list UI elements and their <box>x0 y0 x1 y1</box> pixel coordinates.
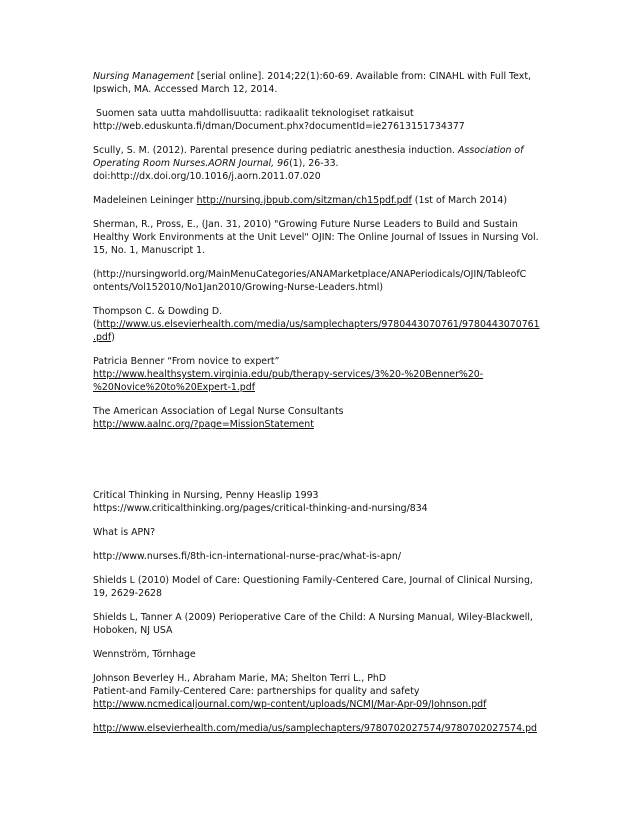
reference-scully <box>93 144 548 183</box>
reference-link[interactable]: http://www.healthsystem.virginia.edu/pub/therapy-services/3%20-%20Benner%20- <box>93 369 484 380</box>
reference-sherman <box>93 218 548 257</box>
reference-text: (1), 26-33. <box>289 158 339 169</box>
reference-nurses-fi <box>93 550 548 563</box>
reference-title: Suomen sata uutta mahdollisuutta: radikaalit teknologiset ratkaisut <box>96 108 414 119</box>
reference-doi: doi:http://dx.doi.org/10.1016/j.aorn.2011.07.020 <box>93 171 321 182</box>
reference-leininger <box>93 194 548 207</box>
reference-line: Johnson Beverley H., Abraham Marie, MA; Shelton Terri L., PhD <box>93 673 387 684</box>
reference-text: ( <box>93 319 97 330</box>
reference-text: Madeleinen Leininger <box>93 195 197 206</box>
reference-thompson <box>93 305 548 344</box>
reference-link[interactable]: http://www.aalnc.org/?page=MissionStatement <box>93 419 314 430</box>
document-page <box>93 70 548 746</box>
blank-space <box>93 442 548 489</box>
reference-url: http://web.eduskunta.fi/dman/Document.phx?documentId=ie27613151734377 <box>93 121 465 132</box>
reference-link[interactable]: %20Novice%20to%20Expert-1.pdf <box>93 382 255 393</box>
reference-johnson <box>93 672 548 711</box>
reference-line: Sherman, R., Pross, E., (Jan. 31, 2010) "Growing Future Nurse Leaders to Build and Sustain <box>93 219 518 230</box>
reference-line: 19, 2629-2628 <box>93 588 162 599</box>
reference-line: Shields L, Tanner A (2009) Perioperative Care of the Child: A Nursing Manual, Wiley-Blackwell, <box>93 612 533 623</box>
reference-line: Hoboken, NJ USA <box>93 625 173 636</box>
reference-suomen-sata <box>93 107 548 133</box>
reference-shields-2009 <box>93 611 548 637</box>
reference-link[interactable]: http://www.elsevierhealth.com/media/us/samplechapters/9780702027574/9780702027574.pd <box>93 723 537 734</box>
reference-text: Scully, S. M. (2012). Parental presence during pediatric anesthesia induction. <box>93 145 459 156</box>
reference-line: 15, No. 1, Manuscript 1. <box>93 245 206 256</box>
reference-line <box>93 144 548 157</box>
reference-line: Ipswich, MA. Accessed March 12, 2014. <box>93 84 278 95</box>
reference-link[interactable]: .pdf <box>93 332 112 343</box>
journal-title: Association of <box>458 145 524 156</box>
reference-what-is-apn <box>93 526 548 539</box>
reference-shields-2010 <box>93 574 548 600</box>
reference-link[interactable]: http://www.us.elsevierhealth.com/media/us/samplechapters/9780443070761/9780443070761 <box>96 319 540 330</box>
reference-url: (http://nursingworld.org/MainMenuCategories/ANAMarketplace/ANAPeriodicals/OJIN/TableofC <box>93 269 527 280</box>
reference-benner <box>93 355 548 394</box>
journal-title: Nursing Management <box>93 71 194 82</box>
reference-aalnc <box>93 405 548 431</box>
reference-line <box>93 194 548 207</box>
reference-elsevier <box>93 722 548 735</box>
reference-line <box>93 157 548 170</box>
reference-nursingworld-url <box>93 268 548 294</box>
reference-line: Patricia Benner “From novice to expert” <box>93 356 280 367</box>
reference-line: What is APN? <box>93 527 156 538</box>
reference-line: The American Association of Legal Nurse Consultants <box>93 406 344 417</box>
reference-line: Thompson C. & Dowding D. <box>93 306 223 317</box>
reference-line: Wennström, Törnhage <box>93 649 196 660</box>
reference-url: ontents/Vol152010/No1Jan2010/Growing-Nurse-Leaders.html) <box>93 282 383 293</box>
reference-url: https://www.criticalthinking.org/pages/critical-thinking-and-nursing/834 <box>93 503 428 514</box>
reference-line <box>93 318 548 331</box>
reference-link[interactable]: http://www.ncmedicaljournal.com/wp-content/uploads/NCMJ/Mar-Apr-09/Johnson.pdf <box>93 699 487 710</box>
reference-nursing-management <box>93 70 548 96</box>
reference-line <box>93 331 548 344</box>
reference-line: Healthy Work Environments at the Unit Level" OJIN: The Online Journal of Issues in Nursing Vol. <box>93 232 539 243</box>
reference-wennstrom <box>93 648 548 661</box>
reference-line <box>93 70 548 83</box>
reference-line: Shields L (2010) Model of Care: Questioning Family-Centered Care, Journal of Clinical Nursing, <box>93 575 533 586</box>
reference-line: Critical Thinking in Nursing, Penny Heaslip 1993 <box>93 490 319 501</box>
reference-heaslip <box>93 489 548 515</box>
reference-text: (1st of March 2014) <box>411 195 508 206</box>
reference-url: http://www.nurses.fi/8th-icn-international-nurse-prac/what-is-apn/ <box>93 551 401 562</box>
reference-link[interactable]: http://nursing.jbpub.com/sitzman/ch15pdf.pdf <box>196 195 412 206</box>
reference-line: Patient-and Family-Centered Care: partnerships for quality and safety <box>93 686 420 697</box>
reference-text: [serial online]. 2014;22(1):60-69. Available from: CINAHL with Full Text, <box>193 71 531 82</box>
journal-title: Operating Room Nurses.AORN Journal, 96 <box>93 158 290 169</box>
reference-text: ) <box>111 332 115 343</box>
